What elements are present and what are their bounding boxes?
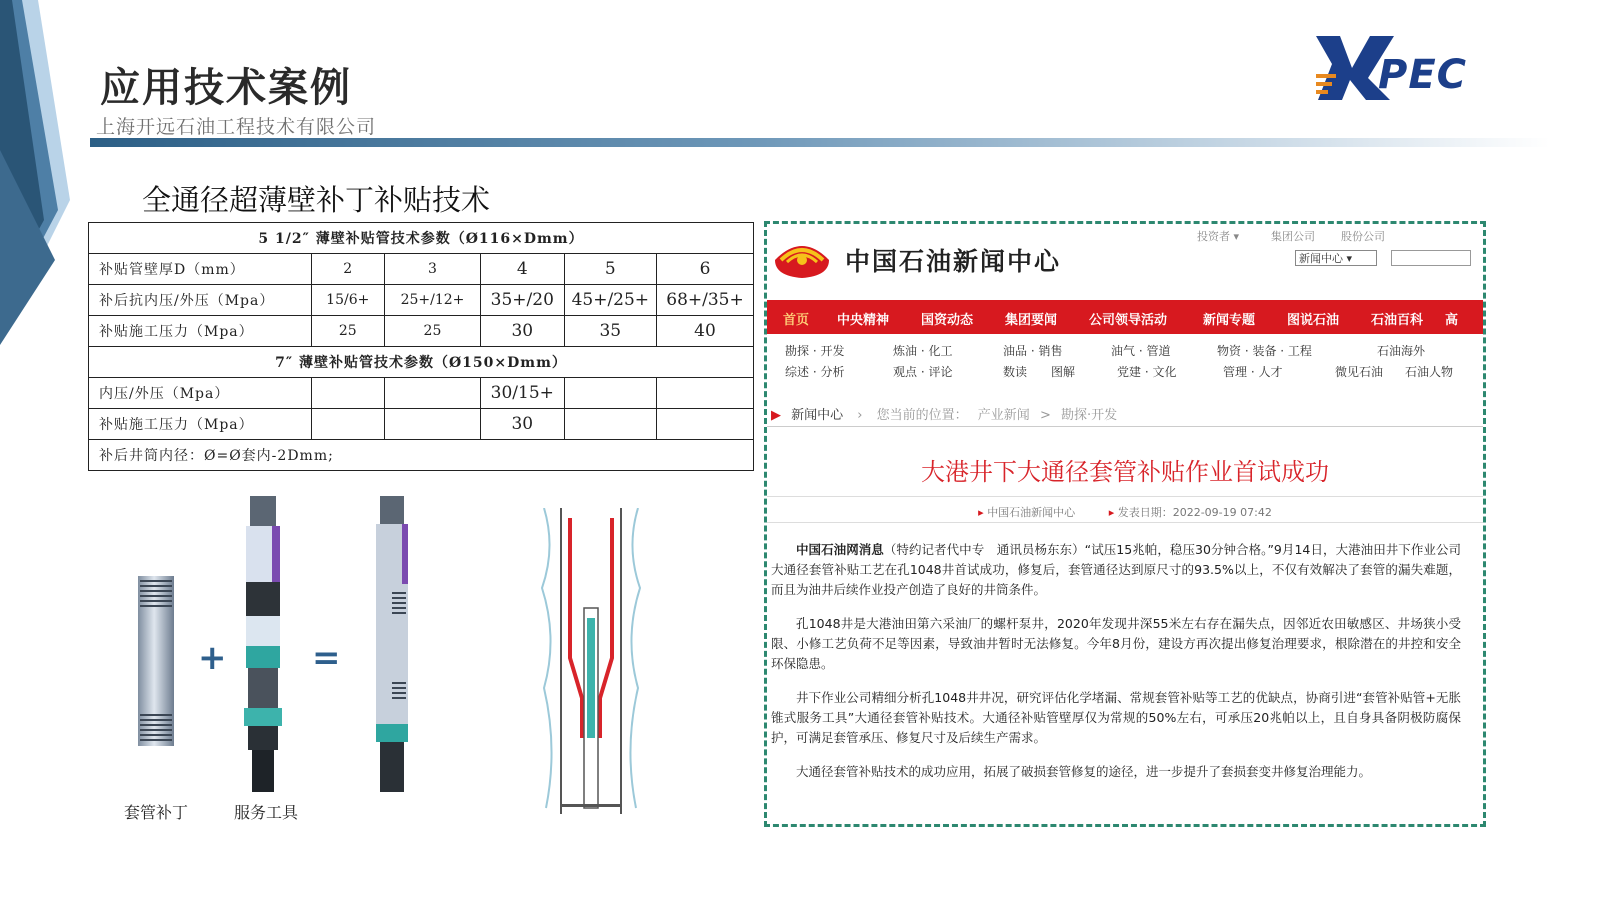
- table-cell: 30: [480, 409, 564, 440]
- subnav-item[interactable]: 数读: [1003, 365, 1028, 379]
- nav-item-central[interactable]: 中央精神: [837, 313, 890, 328]
- table-row: [89, 285, 754, 316]
- main-nav-bar: [764, 300, 1486, 334]
- equals-sign: =: [312, 638, 341, 678]
- table-cell: [656, 409, 753, 440]
- table-cell: 25: [385, 316, 481, 347]
- table-cell: 3: [385, 254, 481, 285]
- row-label: 补贴施工压力（Mpa）: [89, 409, 312, 440]
- table-cell: 40: [656, 316, 753, 347]
- breadcrumb-arrow-icon: ▶: [771, 408, 781, 423]
- headline-divider: [767, 496, 1483, 497]
- table-cell: 25: [311, 316, 384, 347]
- site-name: 中国石油新闻中心: [845, 247, 1062, 276]
- section-subtitle: 全通径超薄壁补丁补贴技术: [142, 183, 491, 217]
- table-cell: 35: [564, 316, 656, 347]
- row-label: 补后抗内压/外压（Mpa）: [89, 285, 312, 316]
- label-service-tool: 服务工具: [234, 803, 299, 822]
- nav-item-more[interactable]: 高: [1445, 313, 1459, 328]
- company-name: 上海开远石油工程技术有限公司: [96, 116, 377, 138]
- table-section-header: [89, 347, 754, 378]
- subnav-item[interactable]: 综述 · 分析: [785, 365, 845, 379]
- row-label: 内压/外压（Mpa）: [89, 378, 312, 409]
- breadcrumb: ▶ 新闻中心 › 您当前的位置： 产业新闻 > 勘探·开发: [771, 408, 1118, 423]
- top-link-investor[interactable]: 投资者 ▾: [1197, 230, 1240, 243]
- crumb-divider: [767, 426, 1483, 427]
- table-cell: 30/15+: [480, 378, 564, 409]
- subnav-item[interactable]: 油品 · 销售: [1003, 344, 1063, 358]
- para1-lead: 中国石油网消息: [796, 542, 884, 557]
- label-casing-patch: 套管补丁: [124, 803, 189, 822]
- table-row: [89, 409, 754, 440]
- subnav-item[interactable]: 勘探 · 开发: [785, 344, 845, 358]
- table-cell: [311, 409, 384, 440]
- subnav-item[interactable]: 党建 · 文化: [1117, 365, 1177, 379]
- channel-select[interactable]: 新闻中心 ▾: [1295, 250, 1377, 266]
- breadcrumb-location-label: 您当前的位置：: [876, 408, 968, 423]
- top-link-stock[interactable]: 股份公司: [1341, 230, 1385, 243]
- search-input[interactable]: [1391, 250, 1471, 266]
- breadcrumb-home[interactable]: 新闻中心: [791, 408, 844, 423]
- table-cell: 6: [656, 254, 753, 285]
- table-cell: 5: [564, 254, 656, 285]
- subnav-item[interactable]: 观点 · 评论: [893, 365, 953, 379]
- table-row: [89, 316, 754, 347]
- article-paragraph-2: 孔1048井是大港油田第六采油厂的螺杆泵井，2020年发现井深55米左右存在漏失点，因邻近农田敏感区、井场狭小受限、小修工艺负荷不足等因素，导致油井暂时无法修复。今年8月份，建设方再次提出修复治理要求，根除潜在的井控和安全环保隐患。: [771, 616, 1461, 671]
- news-screenshot-frame: [764, 221, 1486, 827]
- subnav-item[interactable]: 石油人物: [1405, 365, 1454, 379]
- article-paragraph-4: 大通径套管补贴技术的成功应用，拓展了破损套管修复的途径，进一步提升了套损套变井修复治理能力。: [796, 764, 1372, 779]
- nav-item-leaders[interactable]: 公司领导活动: [1089, 313, 1168, 328]
- plus-sign: +: [198, 638, 227, 678]
- wellbore-diagram: [536, 508, 646, 814]
- table-row: [89, 378, 754, 409]
- breadcrumb-path2[interactable]: 勘探·开发: [1061, 408, 1118, 423]
- table-cell: [656, 378, 753, 409]
- nav-item-topics[interactable]: 新闻专题: [1203, 313, 1256, 328]
- nav-item-wiki[interactable]: 石油百科: [1371, 313, 1424, 328]
- nav-item-home[interactable]: 首页: [783, 313, 810, 328]
- service-tool-illustration: [240, 496, 286, 794]
- casing-patch-illustration: [134, 574, 178, 748]
- subnav-item[interactable]: 图解: [1051, 365, 1076, 379]
- nav-item-group-news[interactable]: 集团要闻: [1005, 313, 1058, 328]
- table-cell: 30: [480, 316, 564, 347]
- left-decoration: [0, 0, 80, 360]
- header-divider-bar: [90, 138, 1550, 147]
- article-paragraph-3: 井下作业公司精细分析孔1048井井况，研究评估化学堵漏、常规套管补贴等工艺的优缺点，协商引进“套管补贴管+无胀锥式服务工具”大通径套管补贴技术。大通径补贴管壁厚仅为常规的50%左右，可承压20兆帕以上，且自身具备阴极防腐保护，可满足套管承压、修复尺寸及后续生产需求。: [771, 690, 1461, 745]
- nav-item-sasac[interactable]: 国资动态: [921, 313, 974, 328]
- table-cell: [385, 378, 481, 409]
- parameter-table: [88, 222, 754, 471]
- article-date: 发表日期：2022-09-19 07:42: [1117, 506, 1272, 519]
- table-cell: 2: [311, 254, 384, 285]
- table-cell: [564, 409, 656, 440]
- table-cell: 35+/20: [480, 285, 564, 316]
- article-meta: ▸ 中国石油新闻中心 ▸ 发表日期：2022-09-19 07:42: [978, 506, 1272, 519]
- breadcrumb-path1[interactable]: 产业新闻: [977, 408, 1030, 423]
- table-cell: [564, 378, 656, 409]
- subnav-item[interactable]: 微见石油: [1335, 365, 1384, 379]
- cnpc-logo-icon: [771, 232, 833, 280]
- table-row: [89, 254, 754, 285]
- table-cell: [311, 378, 384, 409]
- subnav-item[interactable]: 物资 · 装备 · 工程: [1217, 344, 1312, 358]
- table-cell: 45+/25+: [564, 285, 656, 316]
- page-title: 应用技术案例: [100, 65, 352, 111]
- installed-patch-illustration: [370, 496, 414, 794]
- table-cell: 25+/12+: [385, 285, 481, 316]
- table-cell: 4: [480, 254, 564, 285]
- row-label: 补贴管壁厚D（mm）: [89, 254, 312, 285]
- article-paragraph-1: 中国石油网消息（特约记者代中专 通讯员杨东东）“试压15兆帕，稳压30分钟合格。”9月14日，大港油田井下作业公司大通径套管补贴工艺在孔1048井首试成功，修复后，套管通径达到原尺寸的93.5%以上，不仅有效解决了套管的漏失难题，而且为油井后续作业投产创造了良好的井筒条件。: [771, 542, 1461, 597]
- table-cell: [385, 409, 481, 440]
- nav-item-photo[interactable]: 图说石油: [1287, 313, 1340, 328]
- footer-note: 补后井筒内径：Ø=Ø套内-2Dmm;: [89, 440, 754, 471]
- section1-title: 5 1/2″ 薄壁补贴管技术参数（Ø116×Dmm）: [89, 223, 754, 254]
- subnav-item[interactable]: 炼油 · 化工: [893, 344, 953, 358]
- table-cell: 15/6+: [311, 285, 384, 316]
- logo-text: PEC: [1378, 52, 1467, 98]
- subnav-item[interactable]: 油气 · 管道: [1111, 344, 1171, 358]
- table-footer-row: [89, 440, 754, 471]
- row-label: 补贴施工压力（Mpa）: [89, 316, 312, 347]
- article-headline: 大港井下大通径套管补贴作业首试成功: [921, 458, 1329, 486]
- subnav-item[interactable]: 管理 · 人才: [1223, 365, 1283, 379]
- section2-title: 7″ 薄壁补贴管技术参数（Ø150×Dmm）: [89, 347, 754, 378]
- top-link-group[interactable]: 集团公司: [1271, 230, 1315, 243]
- subnav-item[interactable]: 石油海外: [1377, 344, 1426, 358]
- company-logo: [1312, 34, 1477, 104]
- table-section-header: [89, 223, 754, 254]
- table-cell: 68+/35+: [656, 285, 753, 316]
- meta-divider: [767, 522, 1483, 523]
- article-source: 中国石油新闻中心: [987, 506, 1076, 519]
